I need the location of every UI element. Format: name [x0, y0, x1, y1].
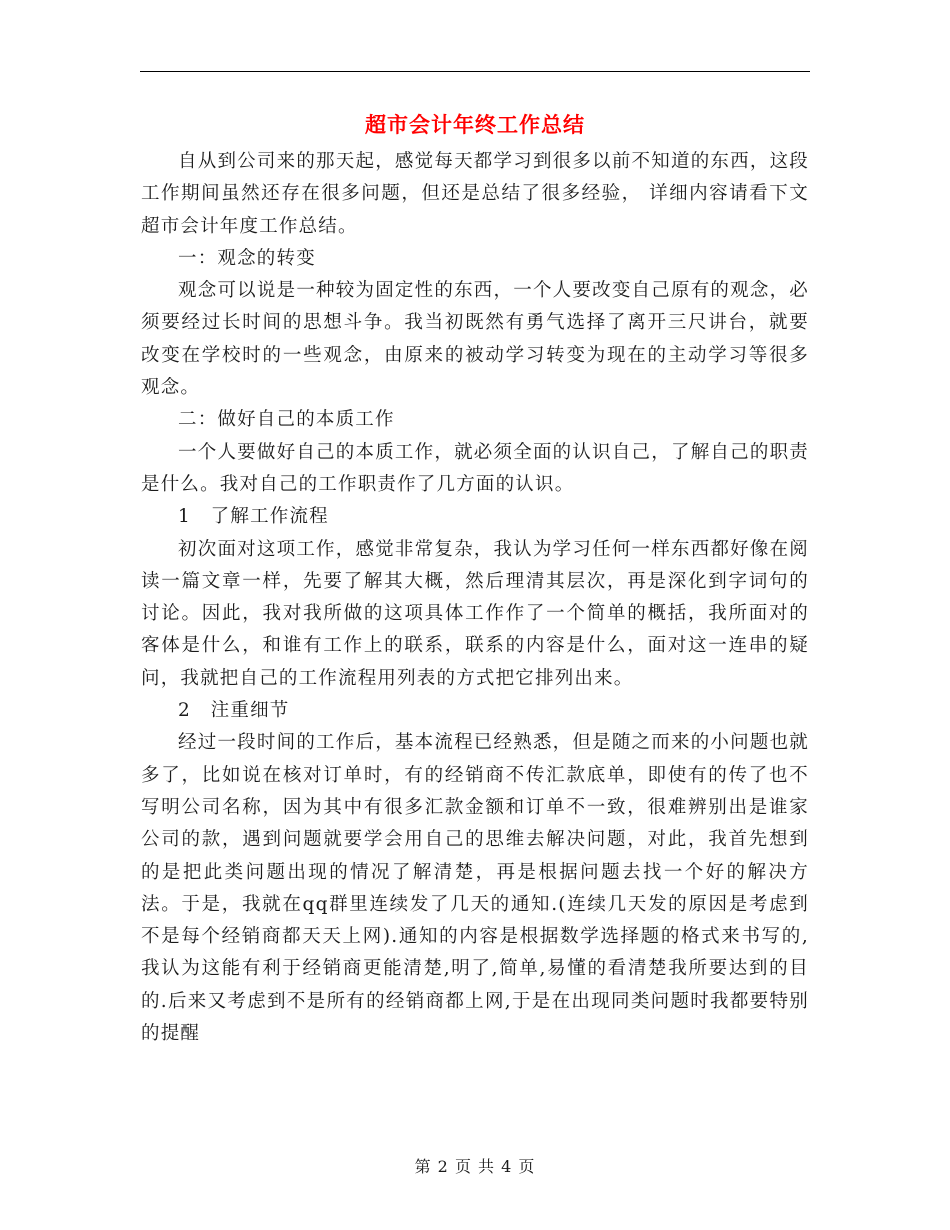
- page-number-footer: 第 2 页 共 4 页: [414, 1157, 536, 1176]
- body-paragraph: 一个人要做好自己的本质工作，就必须全面的认识自己，了解自己的职责是什么。我对自己的工作职责作了几方面的认识。: [141, 441, 809, 495]
- subsection-heading-1: 1 了解工作流程: [178, 506, 329, 528]
- document-body: [141, 146, 809, 1050]
- header-rule: [140, 71, 810, 72]
- section-heading-1: 一：观念的转变: [178, 247, 316, 269]
- section-heading-2: 二：做好自己的本质工作: [178, 409, 395, 431]
- body-paragraph: 初次面对这项工作，感觉非常复杂，我认为学习任何一样东西都好像在阅读一篇文章一样，先要了解其大概，然后理清其层次，再是深化到字词句的讨论。因此，我对我所做的这项具体工作作了一个简单的概括，我所面对的客体是什么，和谁有工作上的联系，联系的内容是什么，面对这一连串的疑问，我就把自己的工作流程用列表的方式把它排列出来。: [141, 538, 809, 689]
- body-paragraph: 经过一段时间的工作后，基本流程已经熟悉，但是随之而来的小问题也就多了，比如说在核对订单时，有的经销商不传汇款底单，即使有的传了也不写明公司名称，因为其中有很多汇款金额和订单不一致，很难辨别出是谁家公司的款，遇到问题就要学会用自己的思维去解决问题，对此，我首先想到的是把此类问题出现的情况了解清楚，再是根据问题去找一个好的解决方法。于是，我就在qq群里连续发了几天的通知.(连续几天发的原因是考虑到不是每个经销商都天天上网).通知的内容是根据数学选择题的格式来书写的,我认为这能有利于经销商更能清楚,明了,简单,易懂的看清楚我所要达到的目的.后来又考虑到不是所有的经销商都上网,于是在出现同类问题时我都要特别的提醒: [141, 732, 809, 1045]
- document-title: 超市会计年终工作总结: [365, 112, 585, 137]
- body-paragraph: 观念可以说是一种较为固定性的东西，一个人要改变自己原有的观念，必须要经过长时间的思想斗争。我当初既然有勇气选择了离开三尺讲台，就要改变在学校时的一些观念，由原来的被动学习转变为现在的主动学习等很多观念。: [141, 280, 809, 399]
- body-paragraph-intro: 自从到公司来的那天起，感觉每天都学习到很多以前不知道的东西，这段工作期间虽然还存在很多问题，但还是总结了很多经验， 详细内容请看下文超市会计年度工作总结。: [141, 151, 809, 237]
- subsection-heading-2: 2 注重细节: [178, 700, 290, 722]
